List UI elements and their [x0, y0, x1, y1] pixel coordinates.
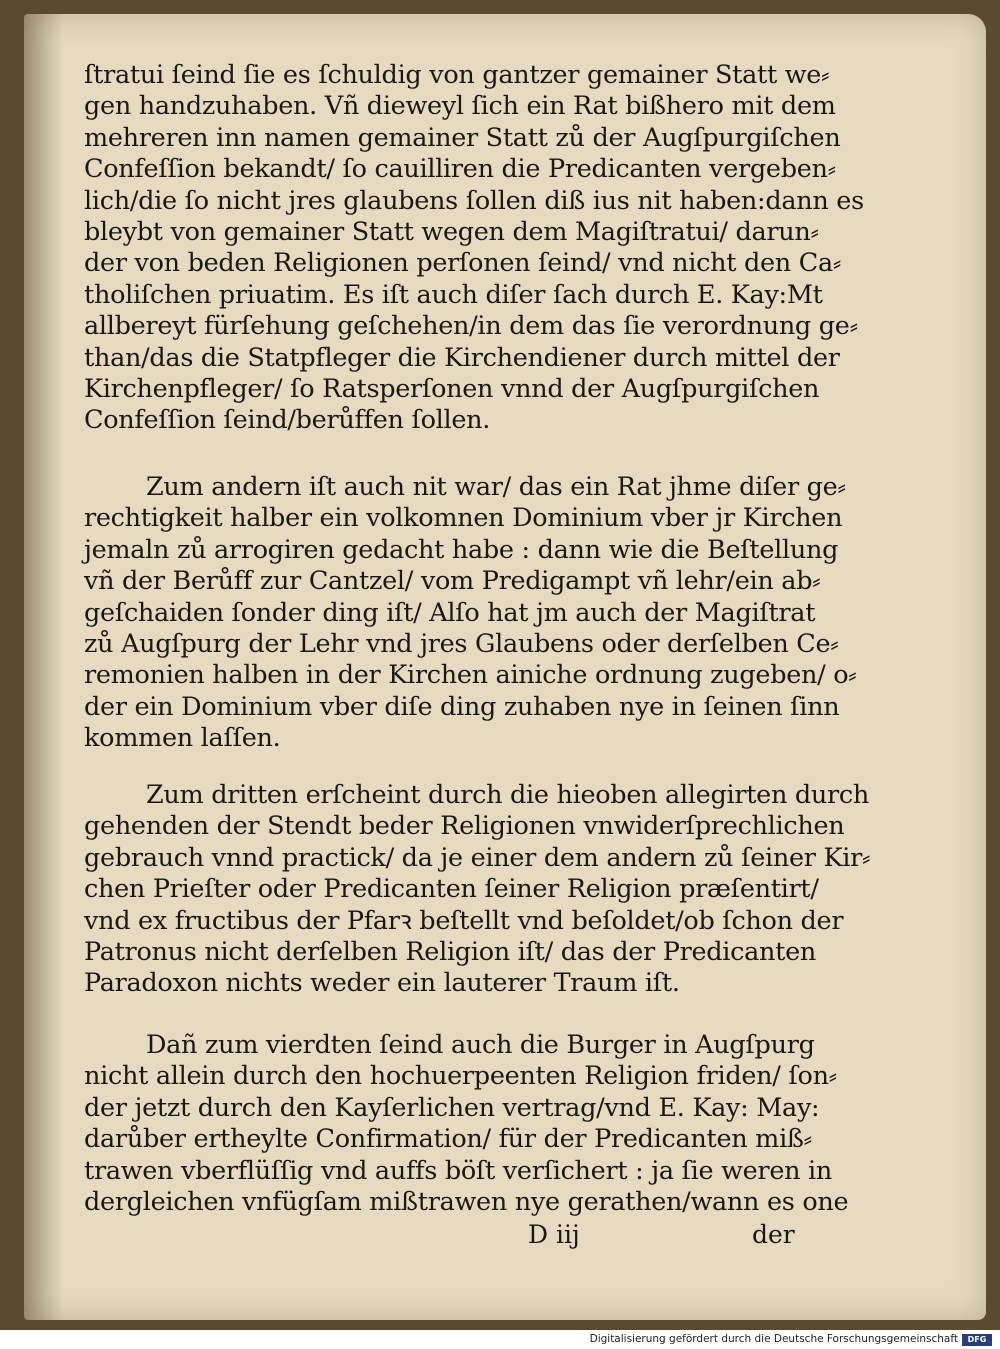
text-line: trawen vberflüſſig vnd auffs böſt verſichert : ja ſie weren in — [84, 1155, 833, 1186]
text-line: gen handzuhaben. Vñ dieweyl ſich ein Rat bißhero mit dem — [84, 91, 836, 122]
text-line: tholiſchen priuatim. Es iſt auch diſer ſach durch E. Kay:Mt — [84, 279, 823, 310]
footer-bar — [0, 1331, 1000, 1349]
text-line: ſtratui ſeind ſie es ſchuldig von gantzer gemainer Statt we⸗ — [84, 60, 830, 90]
paragraph-1 — [84, 60, 864, 437]
text-line: nicht allein durch den hochuerpeenten Religion friden/ ſon⸗ — [84, 1061, 837, 1092]
text-line: Dañ zum vierdten ſeind auch die Burger in Augſpurg — [146, 1030, 815, 1060]
text-line: mehreren inn namen gemainer Statt zů der Augſpurgiſchen — [84, 122, 841, 153]
dfg-logo[interactable]: DFG — [962, 1334, 992, 1346]
text-line: zů Augſpurg der Lehr vnd jres Glaubens oder derſelben Ce⸗ — [84, 628, 839, 659]
text-line: Zum dritten erſcheint durch die hieoben allegirten durch — [146, 780, 870, 810]
text-line: vnd ex fructibus der Pfarꝛ beſtellt vnd beſoldet/ob ſchon der — [84, 905, 844, 936]
text-line: kommen laſſen. — [84, 723, 281, 754]
paragraph-4 — [84, 1030, 849, 1218]
text-line: der jetzt durch den Kayſerlichen vertrag/vnd E. Kay: May: — [84, 1092, 820, 1123]
text-line: Paradoxon nichts weder ein lauterer Traum iſt. — [84, 968, 680, 999]
text-line: jemaln zů arrogiren gedacht habe : dann wie die Beſtellung — [84, 534, 839, 565]
text-line: lich/die ſo nicht jres glaubens ſollen diß ius nit haben:dann es — [84, 185, 864, 216]
page-gutter-shadow — [24, 14, 64, 1320]
text-line: der ein Dominium vber diſe ding zuhaben nye in ſeinen ſinn — [84, 691, 840, 722]
signature-mark: D iij — [528, 1220, 580, 1249]
text-line: than/das die Statpfleger die Kirchendiener durch mittel der — [84, 342, 840, 373]
funding-credit[interactable]: Digitalisierung gefördert durch die Deutsche Forschungsgemeinschaft — [589, 1333, 958, 1345]
text-line: Zum andern iſt auch nit war/ das ein Rat jhme diſer ge⸗ — [146, 472, 846, 502]
paragraph-3 — [84, 780, 871, 1000]
text-line: gehenden der Stendt beder Religionen vnwiderſprechlichen — [84, 811, 845, 842]
text-line: vñ der Berůff zur Cantzel/ vom Predigampt vñ lehr/ein ab⸗ — [84, 566, 821, 597]
text-line: Confeſſion bekandt/ ſo cauilliren die Predicanten vergeben⸗ — [84, 154, 836, 185]
text-line: der von beden Religionen perſonen ſeind/ vnd nicht den Ca⸗ — [84, 248, 842, 279]
text-line: Confeſſion ſeind/berůffen ſollen. — [84, 405, 491, 436]
text-line: allbereyt fürſehung geſchehen/in dem das ſie verordnung ge⸗ — [84, 311, 858, 342]
catchword: der — [752, 1220, 795, 1249]
text-line: remonien halben in der Kirchen ainiche ordnung zugeben/ o⸗ — [84, 660, 857, 691]
text-line: darůber ertheylte Confirmation/ für der Predicanten miß⸗ — [84, 1124, 812, 1155]
text-line: gebrauch vnnd practick/ da je einer dem andern zů ſeiner Kir⸗ — [84, 842, 871, 873]
text-line: Kirchenpfleger/ ſo Ratsperſonen vnnd der Augſpurgiſchen — [84, 373, 820, 404]
text-line: Patronus nicht derſelben Religion iſt/ das der Predicanten — [84, 936, 817, 967]
text-line: geſchaiden ſonder ding iſt/ Alſo hat jm auch der Magiſtrat — [84, 597, 816, 628]
text-line: bleybt von gemainer Statt wegen dem Magiſtratui/ darun⸗ — [84, 216, 819, 247]
paragraph-2 — [84, 472, 857, 755]
text-line: rechtigkeit halber ein volkomnen Dominium vber jr Kirchen — [84, 503, 843, 534]
text-line: chen Prieſter oder Predicanten ſeiner Religion præſentirt/ — [84, 874, 819, 905]
text-line: dergleichen vnfügſam mißtrawen nye gerathen/wann es one — [84, 1186, 849, 1217]
